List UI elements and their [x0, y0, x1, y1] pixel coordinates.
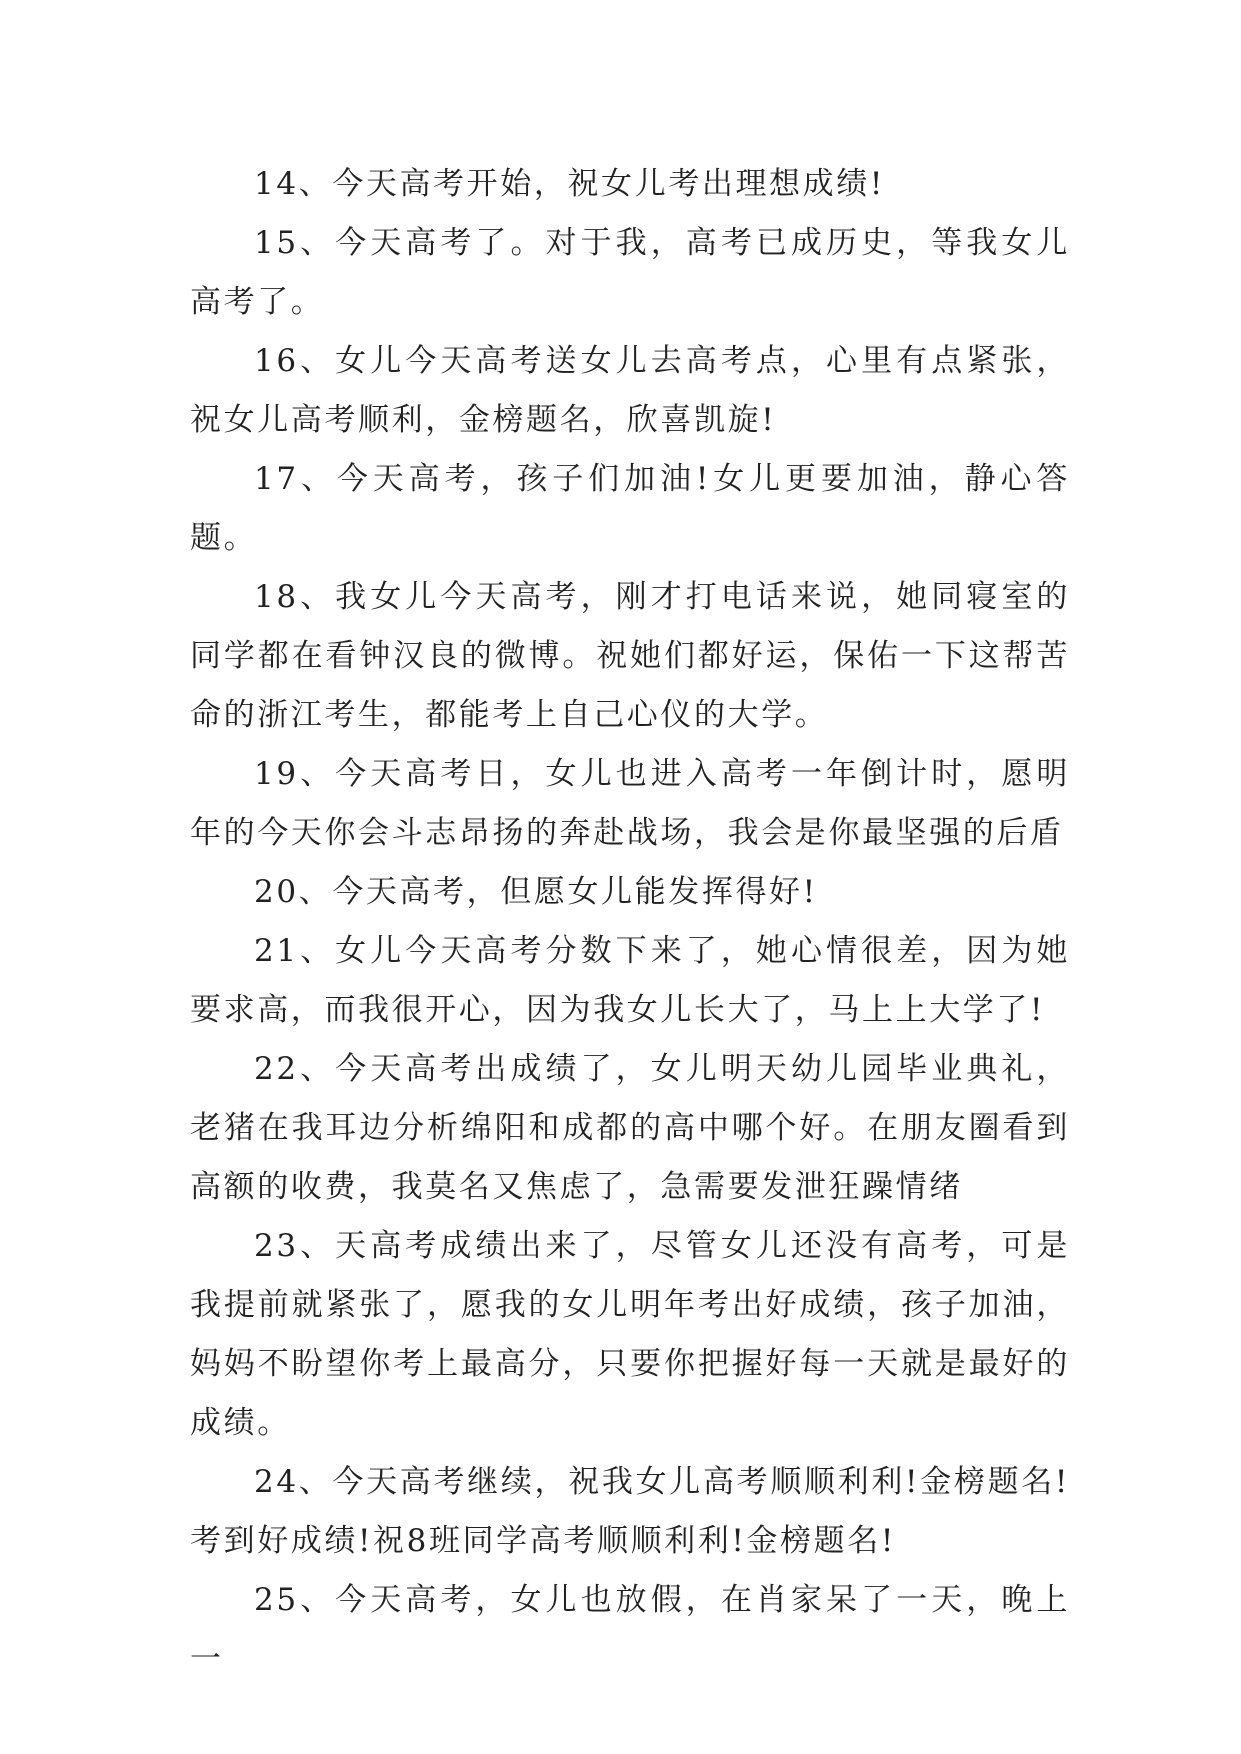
- paragraph-17: 17、今天高考，孩子们加油!女儿更要加油，静心答题。: [190, 461, 1070, 556]
- paragraph-21: 21、女儿今天高考分数下来了，她心情很差，因为她要求高，而我很开心，因为我女儿长大了，马上上大学了!: [190, 933, 1070, 1028]
- document-body: [190, 155, 1070, 1689]
- paragraph-16: 16、女儿今天高考送女儿去高考点，心里有点紧张，祝女儿高考顺利，金榜题名，欣喜凯旋!: [190, 343, 1070, 438]
- paragraph-22: 22、今天高考出成绩了，女儿明天幼儿园毕业典礼，老猪在我耳边分析绵阳和成都的高中哪个好。在朋友圈看到高额的收费，我莫名又焦虑了，急需要发泄狂躁情绪: [190, 1051, 1070, 1205]
- paragraph-14: 14、今天高考开始，祝女儿考出理想成绩!: [254, 166, 885, 202]
- paragraph-20: 20、今天高考，但愿女儿能发挥得好!: [254, 874, 818, 910]
- paragraph-23: 23、天高考成绩出来了，尽管女儿还没有高考，可是我提前就紧张了，愿我的女儿明年考出好成绩，孩子加油，妈妈不盼望你考上最高分，只要你把握好每一天就是最好的成绩。: [190, 1228, 1070, 1441]
- paragraph-19: 19、今天高考日，女儿也进入高考一年倒计时，愿明年的今天你会斗志昂扬的奔赴战场，我会是你最坚强的后盾: [190, 756, 1070, 851]
- paragraph-15: 15、今天高考了。对于我，高考已成历史，等我女儿高考了。: [190, 225, 1070, 320]
- paragraph-25: 25、今天高考，女儿也放假，在肖家呆了一天，晚上一: [190, 1582, 1070, 1677]
- paragraph-24: 24、今天高考继续，祝我女儿高考顺顺利利!金榜题名!考到好成绩!祝8班同学高考顺顺利利!金榜题名!: [190, 1464, 1070, 1559]
- paragraph-18: 18、我女儿今天高考，刚才打电话来说，她同寝室的同学都在看钟汉良的微博。祝她们都好运，保佑一下这帮苦命的浙江考生，都能考上自己心仪的大学。: [190, 579, 1070, 733]
